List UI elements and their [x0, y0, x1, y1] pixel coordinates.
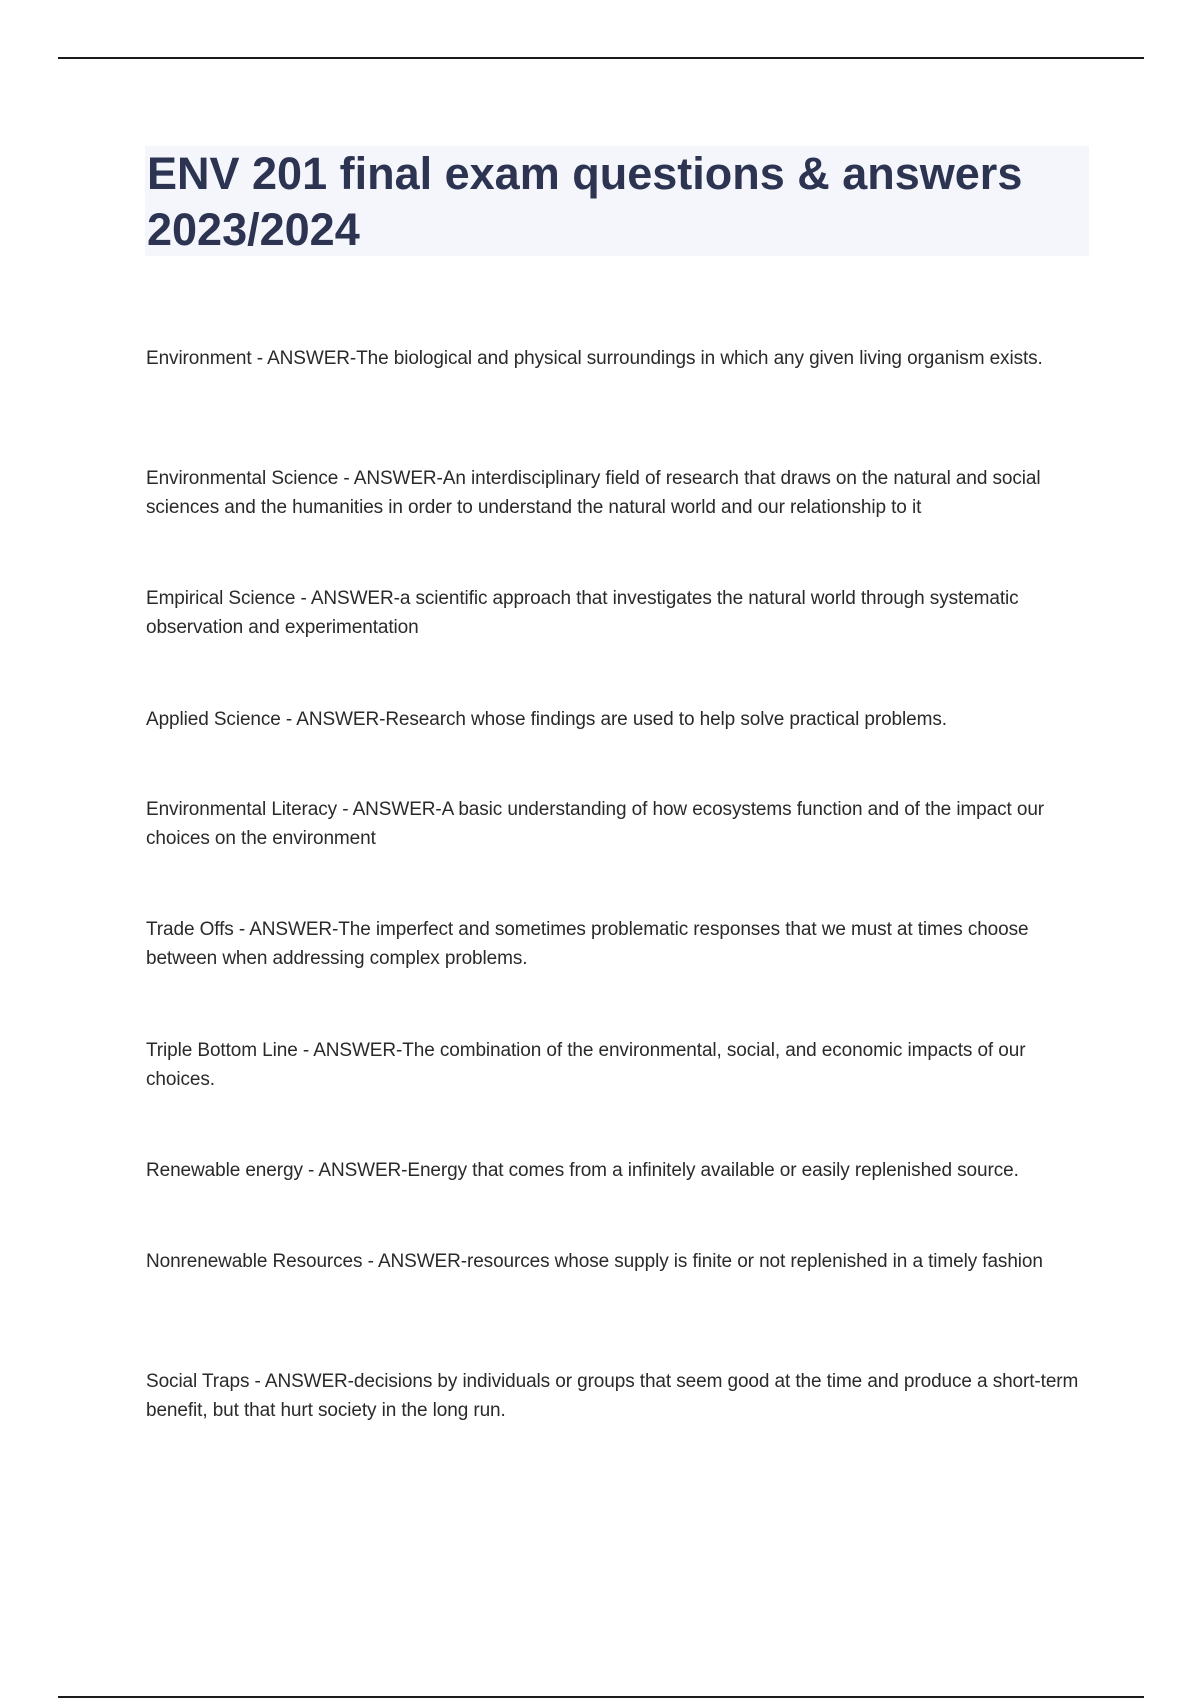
- top-rule: [58, 57, 1144, 59]
- qa-item-environment: Environment - ANSWER-The biological and physical surroundings in which any given living organism exists.: [146, 348, 1043, 369]
- qa-item-applied-science: Applied Science - ANSWER-Research whose findings are used to help solve practical problems.: [146, 709, 947, 730]
- qa-item-renewable-energy: Renewable energy - ANSWER-Energy that comes from a infinitely available or easily replenished source.: [146, 1160, 1019, 1181]
- qa-item-empirical-science: Empirical Science - ANSWER-a scientific approach that investigates the natural world through systematic observation and experimentation: [146, 588, 1019, 638]
- bottom-rule: [58, 1696, 1144, 1698]
- qa-item-environmental-science: Environmental Science - ANSWER-An interdisciplinary field of research that draws on the natural and social sciences and the humanities in order to understand the natural world and our relationship to it: [146, 468, 1041, 518]
- qa-item-triple-bottom-line: Triple Bottom Line - ANSWER-The combination of the environmental, social, and economic impacts of our choices.: [146, 1040, 1026, 1090]
- qa-item-environmental-literacy: Environmental Literacy - ANSWER-A basic understanding of how ecosystems function and of the impact our choices on the environment: [146, 799, 1045, 849]
- title-block: [145, 146, 1089, 256]
- qa-item-trade-offs: Trade Offs - ANSWER-The imperfect and sometimes problematic responses that we must at times choose between when addressing complex problems.: [146, 919, 1029, 969]
- document-title: ENV 201 final exam questions & answers 2023/2024: [147, 148, 1023, 255]
- qa-item-nonrenewable-resources: Nonrenewable Resources - ANSWER-resources whose supply is finite or not replenished in a timely fashion: [146, 1251, 1043, 1272]
- qa-item-social-traps: Social Traps - ANSWER-decisions by individuals or groups that seem good at the time and produce a short-term benefit, but that hurt society in the long run.: [146, 1371, 1079, 1421]
